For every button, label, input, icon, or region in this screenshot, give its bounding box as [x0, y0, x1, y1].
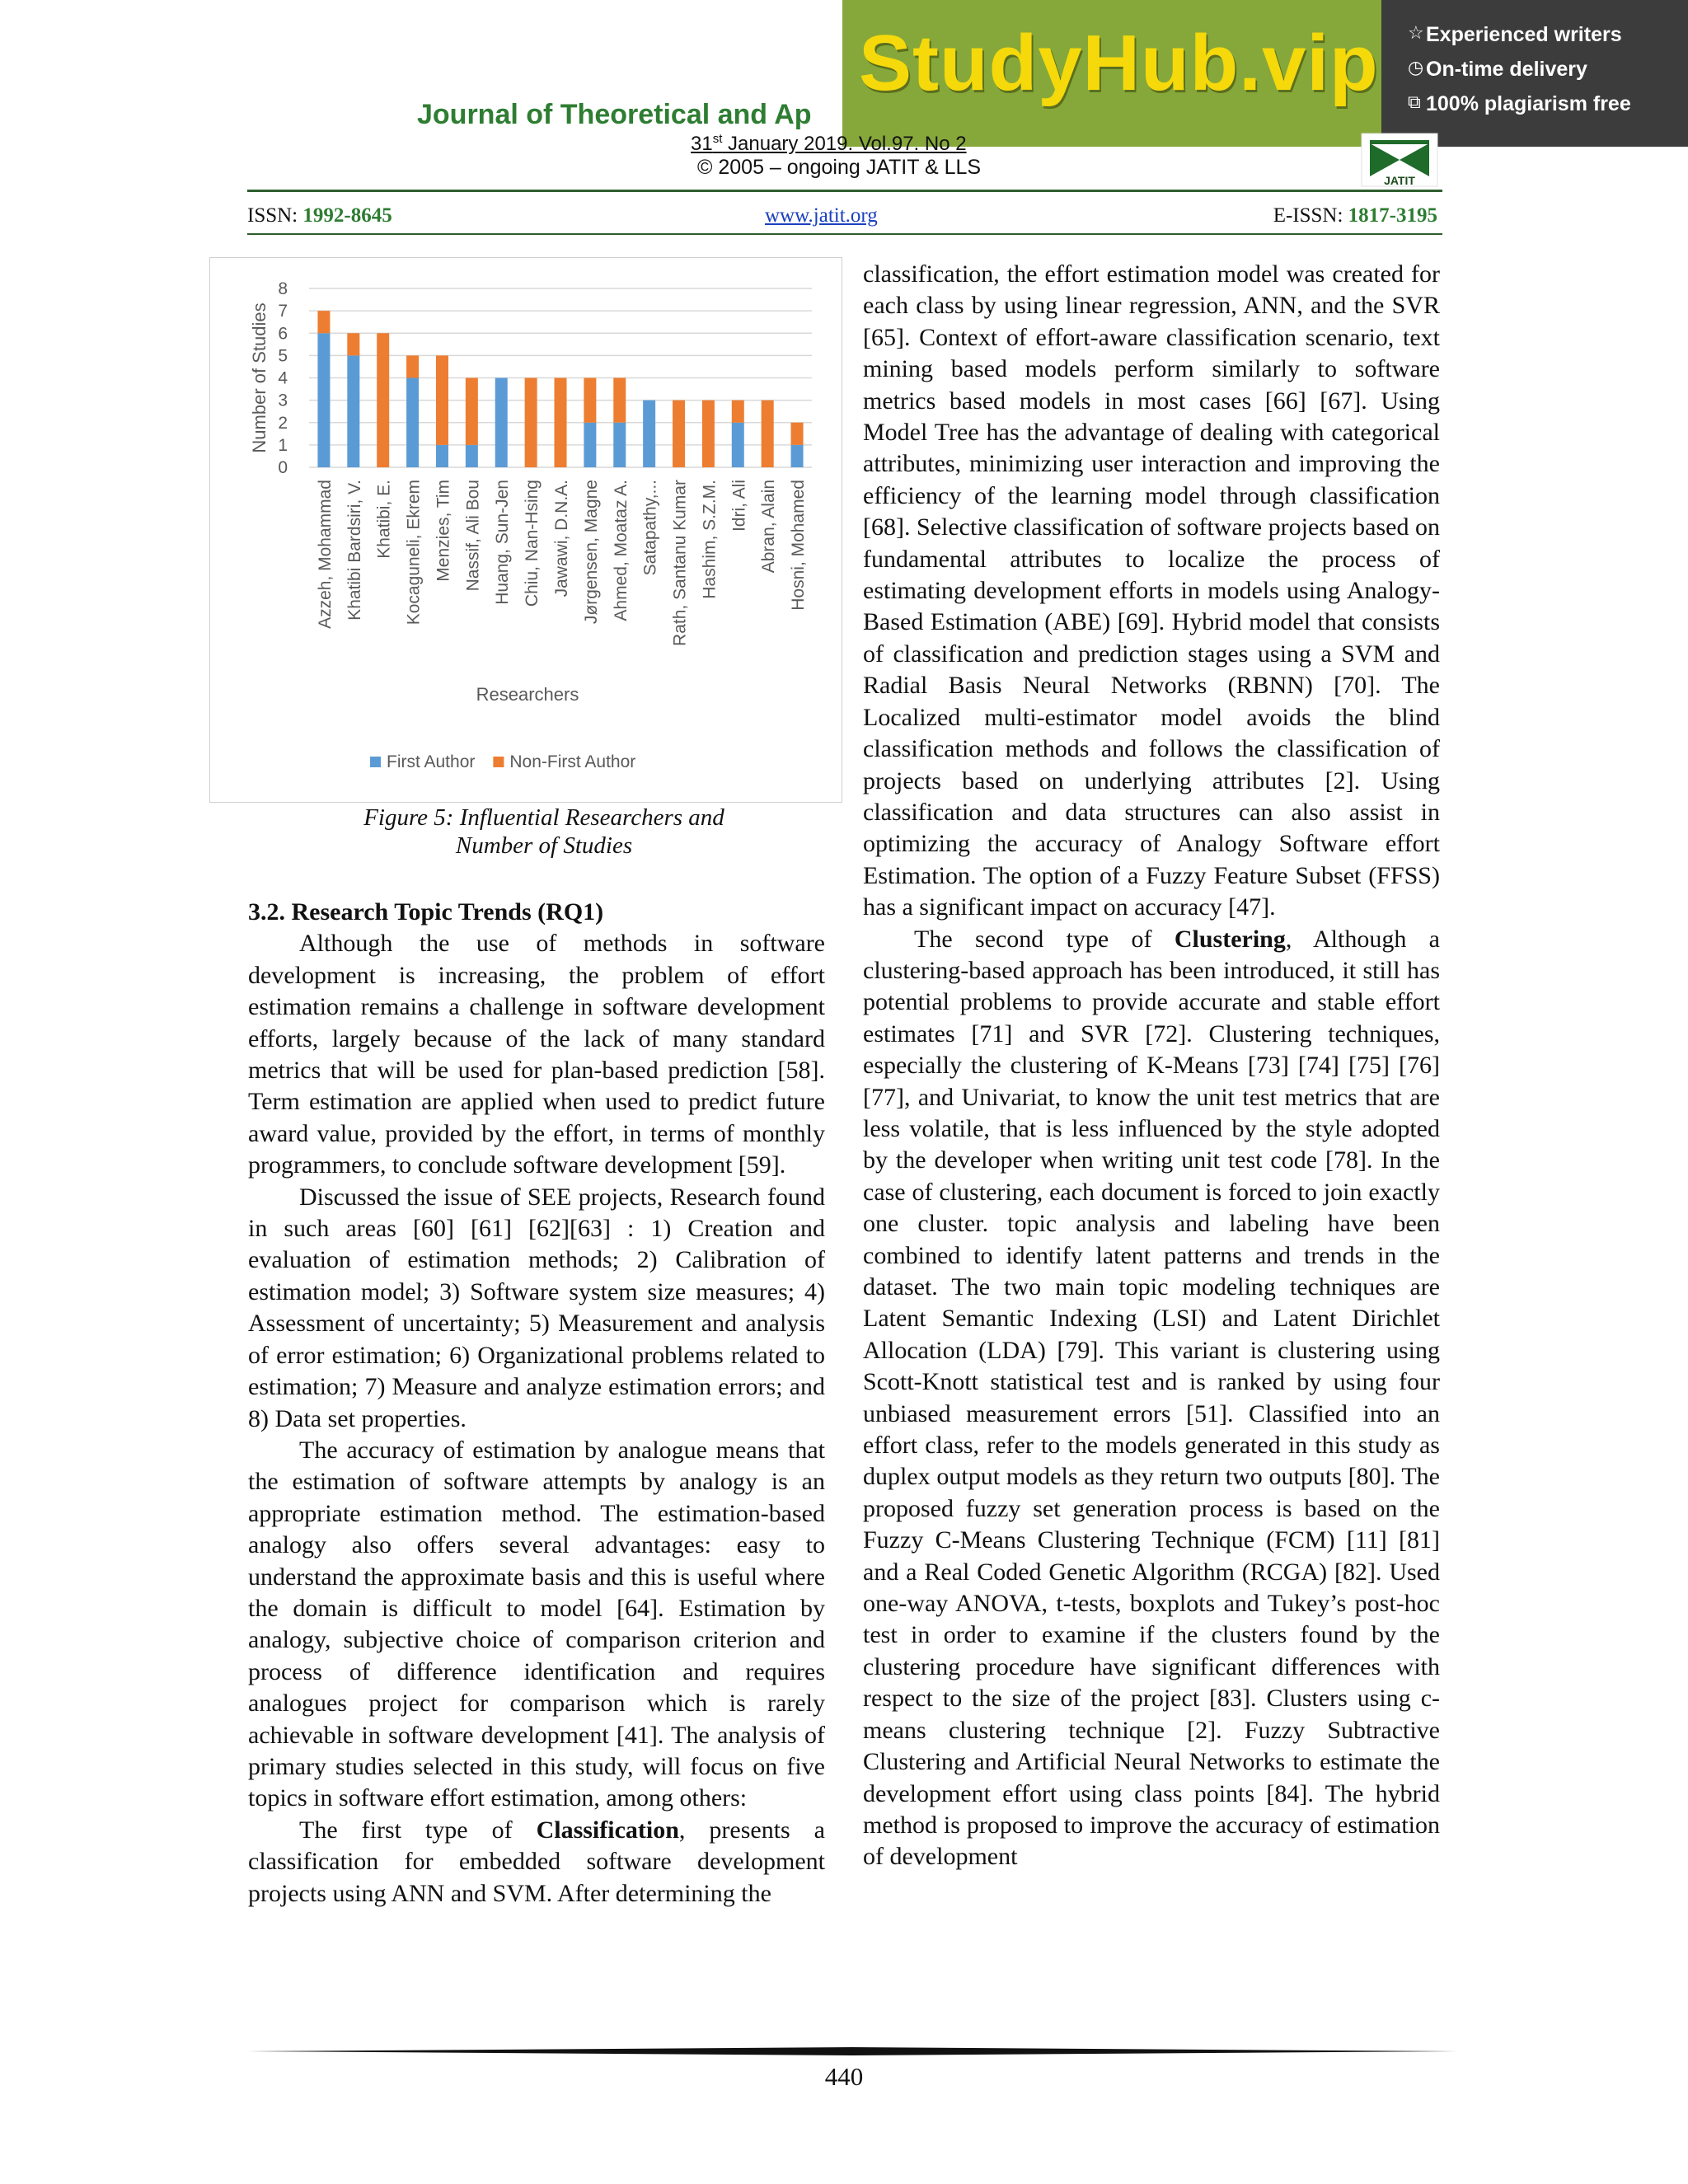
- footer-rule: [247, 2047, 1457, 2055]
- text-run: The first type of: [299, 1816, 537, 1844]
- y-tick-label: 7: [278, 302, 288, 321]
- header-rule-top: [247, 190, 1442, 192]
- issn-value: 1992-8645: [302, 204, 392, 227]
- x-tick-label: Jørgensen, Magne: [581, 480, 601, 625]
- text-run: , Although a clustering-based approach has been introduced, it still has potential problems to provide accurate and stable effort estimates [71] and SVR [72]. Clustering techniques, especially the clustering of K-Means [73] [74] [75] [76] [77], and Univariat, to know the unit test metrics that are less volatile, that is less influenced by the style adopted by the developer when writing unit test code [78]. In the case of clustering, each document is forced to join exactly one cluster. topic analysis and labeling have been combined to identify latent patterns and trends in the dataset. The two main topic modeling techniques are Latent Semantic Indexing (LSI) and Latent Dirichlet Allocation (LDA) [79]. This variant is clustering using Scott-Knott statistical test and is ranked by using four unbiased measurement errors [51]. Classified into an effort class, refer to the models generated in this study as duplex output models as they return two outputs [80]. The proposed fuzzy set generation process is based on the Fuzzy C-Means Clustering Technique (FCM) [11] [81] and a Real Coded Genetic Algorithm (RCGA) [82]. Used one-way ANOVA, t-tests, boxplots and Tukey’s post-hoc test in order to examine if the clusters found by the clustering procedure have significant differences with respect to the size of the project [83]. Clusters using c-means clustering technique [2]. Fuzzy Subtractive Clustering and Artificial Neural Networks to estimate the development effort using class points [84]. The hybrid method is proposed to improve the accuracy of estimation of development: [863, 925, 1440, 1871]
- bar-segment: [584, 378, 596, 423]
- paragraph: The accuracy of estimation by analogue means that the estimation of software attempts by analogy is an appropriate estimation method. The estimation-based analogy also offers several advantages: easy to understand the approximate basis and this is useful where the domain is difficult to model [64]. Estimation by analogy, subjective choice of comparison criterion and process of difference identification and requires analogues project for comparison which is rarely achievable in software development [41]. The analysis of primary studies selected in this study, will focus on five topics in software effort estimation, among others:: [248, 1436, 825, 1812]
- bar-chart: [210, 258, 842, 802]
- bar-segment: [436, 355, 448, 445]
- y-tick-label: 1: [278, 435, 288, 455]
- bar-segment: [347, 355, 359, 467]
- x-tick-label: Rath, Santanu Kumar: [670, 480, 690, 646]
- star-icon: ☆: [1408, 23, 1424, 44]
- x-tick-label: Khatibi Bardsiri, V.: [345, 480, 364, 621]
- eissn-value: 1817-3195: [1348, 204, 1437, 227]
- paragraph: [863, 924, 1440, 1873]
- bar-segment: [436, 445, 448, 467]
- copyright: © 2005 – ongoing JATIT & LLS: [697, 156, 982, 179]
- jatit-logo-text: JATIT: [1384, 174, 1415, 187]
- x-tick-label: Menzies, Tim: [434, 480, 453, 582]
- figure-caption-line-2: Number of Studies: [455, 832, 633, 859]
- x-tick-label: Kocaguneli, Ekrem: [404, 480, 424, 626]
- issn-label: ISSN:: [247, 204, 303, 227]
- legend-swatch: [493, 757, 504, 767]
- x-tick-label: Khatibi, E.: [374, 480, 394, 559]
- paragraph: [248, 1815, 825, 1910]
- bar-segment: [317, 311, 330, 333]
- x-tick-label: Nassif, Ali Bou: [463, 480, 483, 592]
- bar-segment: [347, 333, 359, 355]
- issue-rest: January 2019. Vol.97. No 2: [722, 133, 967, 155]
- bar-segment: [406, 355, 419, 377]
- journal-title: Journal of Theoretical and Ap: [417, 99, 812, 130]
- paragraph: classification, the effort estimation model was created for each class by using linear regression, ANN, and the SVR [65]. Context of effort-aware classification scenario, text mining based models perform similarly to software metrics based models in most cases [66] [67]. Using Model Tree has the advantage of dealing with categorical attributes, minimizing user interaction and improving the efficiency of the learning model through classification [68]. Selective classification of software projects based on fundamental attributes to localize the process of estimating development efforts in models using Analogy-Based Estimation (ABE) [69]. Hybrid model that consists of classification and prediction stages using a SVM and Radial Basis Neural Networks (RBNN) [70]. The Localized multi-estimator model avoids the blind classification methods and follows the classification of projects based on underlying attributes [2]. Using classification and data structures can also assist in optimizing the accuracy of Analogy Software effort Estimation. The option of a Fuzzy Feature Subset (FFSS) has a significant impact on accuracy [47].: [863, 260, 1440, 921]
- bold-term: Clustering: [1174, 925, 1286, 953]
- x-tick-label: Jawawi, D.N.A.: [552, 480, 571, 598]
- issue-day-suffix: st: [712, 132, 723, 146]
- jatit-logo: [1360, 132, 1439, 188]
- eissn-label: E-ISSN:: [1273, 204, 1348, 227]
- text-run: The second type of: [914, 925, 1175, 953]
- bar-segment: [643, 401, 655, 467]
- x-tick-label: Ahmed, Moataz A.: [611, 480, 631, 621]
- bar-segment: [495, 378, 508, 468]
- bar-segment: [791, 423, 804, 445]
- page-number: 440: [824, 2062, 864, 2091]
- bar-segment: [613, 423, 626, 467]
- y-tick-label: 0: [278, 458, 288, 477]
- y-tick-label: 4: [278, 368, 288, 388]
- bar-segment: [732, 401, 744, 423]
- x-tick-label: Huang, Sun-Jen: [493, 480, 513, 605]
- bar-segment: [466, 378, 478, 445]
- y-axis-label: Number of Studies: [249, 302, 270, 453]
- y-tick-label: 6: [278, 324, 288, 344]
- banner-features-panel: [1381, 0, 1688, 147]
- promo-banner[interactable]: [842, 0, 1688, 147]
- issn: [247, 204, 392, 227]
- x-tick-label: Chiu, Nan-Hsing: [523, 480, 542, 607]
- header-rule-bottom: [247, 233, 1442, 235]
- bar-segment: [791, 445, 804, 467]
- journal-url-link[interactable]: www.jatit.org: [765, 204, 878, 227]
- x-tick-label: Hosni, Mohamed: [789, 480, 809, 611]
- issue-day: 31: [691, 133, 713, 155]
- legend-label: Non-First Author: [509, 752, 636, 771]
- figure-chart: [209, 257, 842, 803]
- y-tick-label: 5: [278, 346, 288, 366]
- bar-segment: [377, 333, 389, 467]
- banner-logo-panel[interactable]: [842, 0, 1381, 147]
- x-tick-label: Azzeh, Mohammad: [315, 480, 335, 629]
- x-axis-label: Researchers: [476, 684, 579, 705]
- bar-segment: [732, 423, 744, 467]
- paragraph: Although the use of methods in software development is increasing, the problem of effort estimation remains a challenge in software development efforts, largely because of the lack of many standard metrics that will be used for plan-based prediction [58]. Term estimation are applied when used to predict future award value, provided by the effort, in terms of monthly programmers, to conclude software development [59].: [248, 930, 825, 1179]
- x-tick-label: Idri, Ali: [729, 480, 749, 532]
- bar-segment: [613, 378, 626, 423]
- figure-caption: [247, 804, 841, 860]
- banner-feature-2: On-time delivery: [1426, 58, 1587, 81]
- y-tick-label: 8: [278, 279, 288, 298]
- bar-segment: [317, 333, 330, 467]
- bar-segment: [406, 378, 419, 468]
- issue-info: [691, 132, 967, 156]
- banner-feature-1: Experienced writers: [1426, 23, 1622, 46]
- bar-segment: [702, 401, 715, 467]
- x-tick-label: Satapathy,...: [640, 480, 660, 576]
- left-column: [248, 897, 825, 1910]
- x-tick-label: Abran, Alain: [759, 480, 779, 574]
- clock-icon: ◷: [1408, 58, 1424, 78]
- x-tick-label: Hashim, S.Z.M.: [700, 480, 720, 599]
- legend-swatch: [370, 757, 381, 767]
- copy-icon: ⧉: [1408, 92, 1421, 113]
- legend-label: First Author: [387, 752, 476, 771]
- section-heading: 3.2. Research Topic Trends (RQ1): [248, 898, 604, 926]
- figure-caption-line-1: Figure 5: Influential Researchers and: [363, 804, 724, 831]
- bar-segment: [555, 378, 567, 468]
- bold-term: Classification: [536, 1816, 679, 1844]
- paragraph: Discussed the issue of SEE projects, Research found in such areas [60] [61] [62][63] : 1) Creation and evaluation of estimation methods; 2) Calibration of estimation model; 3) Software system size measures; 4) Assessment of uncertainty; 5) Measurement and analysis of error estimation; 6) Organizational problems related to estimation; 7) Measure and analyze estimation errors; and 8) Data set properties.: [248, 1183, 825, 1432]
- banner-feature-3: 100% plagiarism free: [1426, 92, 1631, 115]
- right-column: [863, 259, 1440, 1873]
- eissn: [1273, 204, 1437, 227]
- bar-segment: [762, 401, 774, 467]
- bar-segment: [466, 445, 478, 467]
- y-tick-label: 2: [278, 413, 288, 433]
- bar-segment: [584, 423, 596, 467]
- bar-segment: [525, 378, 537, 468]
- studyhub-logo: StudyHub.vip: [859, 19, 1379, 107]
- text-run: , presents a classification for embedded software development projects using ANN and SVM. After determining the: [248, 1816, 826, 1907]
- y-tick-label: 3: [278, 391, 288, 410]
- bar-segment: [673, 401, 685, 467]
